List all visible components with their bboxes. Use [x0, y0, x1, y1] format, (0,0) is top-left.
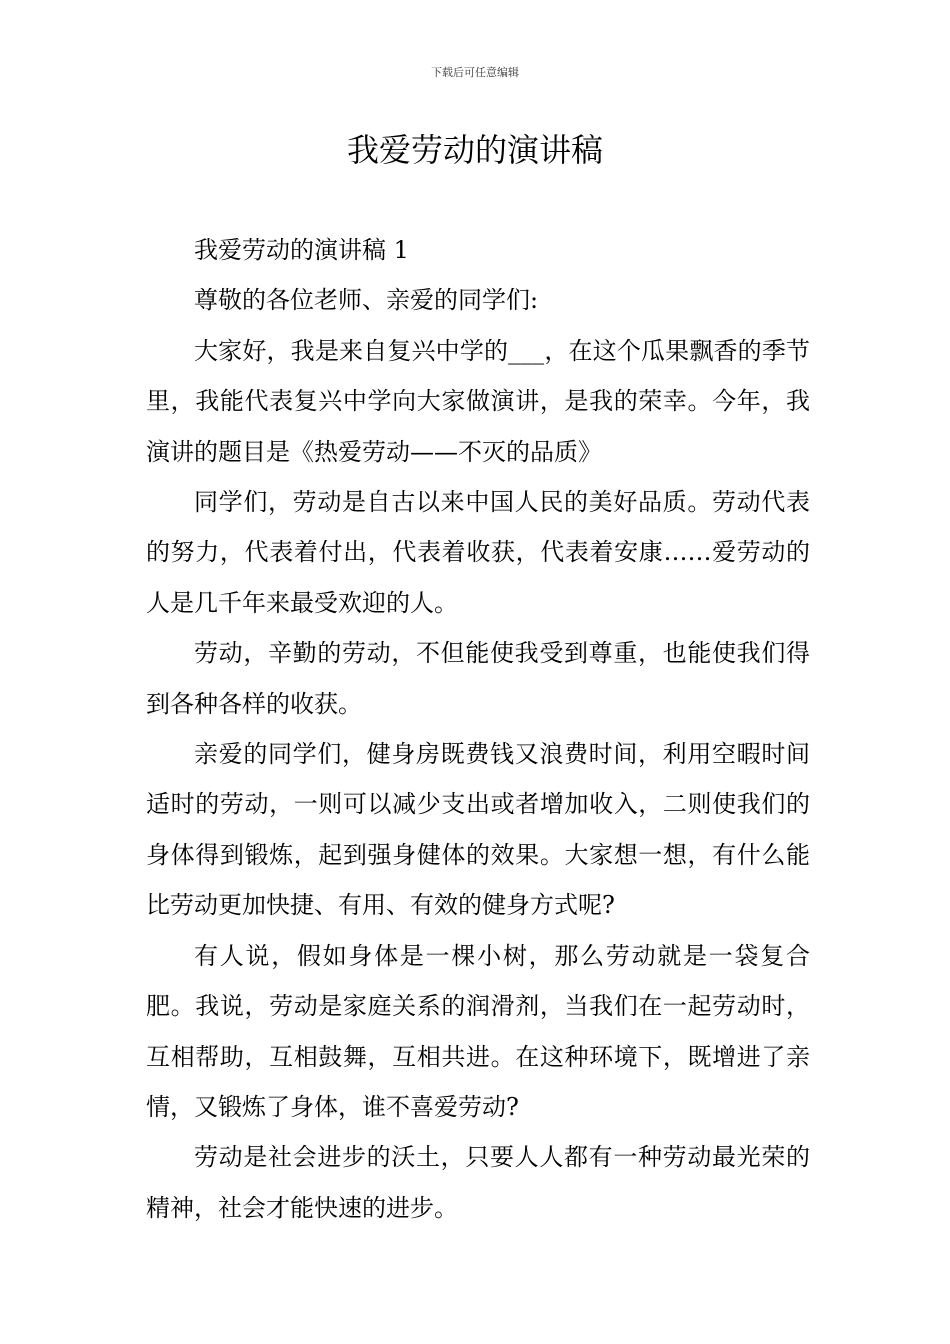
- paragraph: 亲爱的同学们，健身房既费钱又浪费时间，利用空暇时间适时的劳动，一则可以减少支出或者增加收入，二则使我们的身体得到锻炼，起到强身健体的效果。大家想一想，有什么能比劳动更加快捷、有用、有效的健身方式呢?: [146, 740, 810, 920]
- paragraph: 有人说，假如身体是一棵小树，那么劳动就是一袋复合肥。我说，劳动是家庭关系的润滑剂，当我们在一起劳动时，互相帮助，互相鼓舞，互相共进。在这种环境下，既增进了亲情，又锻炼了身体，谁不喜爱劳动?: [146, 941, 810, 1121]
- paragraph: 劳动，辛勤的劳动，不但能使我受到尊重，也能使我们得到各种各样的收获。: [146, 639, 810, 718]
- header-note: 下载后可任意编辑: [431, 66, 519, 79]
- paragraph-subtitle: 我爱劳动的演讲稿 1: [194, 236, 409, 264]
- paragraph: 同学们，劳动是自古以来中国人民的美好品质。劳动代表的努力，代表着付出，代表着收获，代表着安康……爱劳动的人是几千年来最受欢迎的人。: [146, 488, 810, 617]
- document-body: [146, 225, 810, 1233]
- document-title: 我爱劳动的演讲稿: [346, 131, 603, 169]
- paragraph: 大家好，我是来自复兴中学的___，在这个瓜果飘香的季节里，我能代表复兴中学向大家做演讲，是我的荣幸。今年，我演讲的题目是《热爱劳动——不灭的品质》: [146, 336, 810, 466]
- paragraph-salutation: 尊敬的各位老师、亲爱的同学们:: [194, 286, 539, 315]
- paragraph: 劳动是社会进步的沃土，只要人人都有一种劳动最光荣的精神，社会才能快速的进步。: [146, 1143, 810, 1222]
